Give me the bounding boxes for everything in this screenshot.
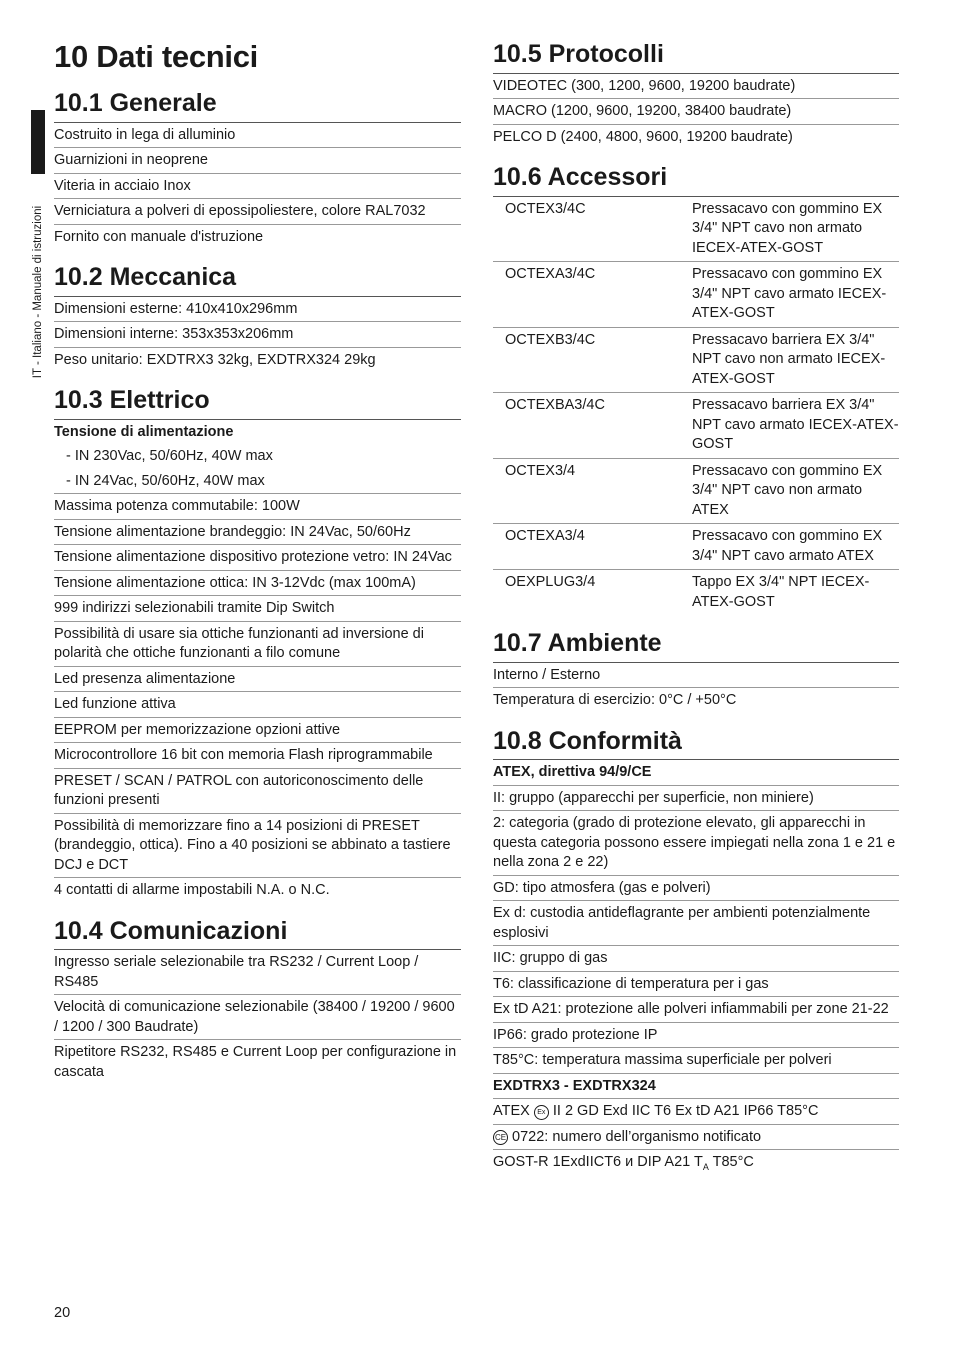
spec-row: PRESET / SCAN / PATROL con autoriconoscimento delle funzioni presenti bbox=[54, 769, 461, 814]
section-meccanica bbox=[54, 261, 461, 372]
page-number: 20 bbox=[54, 1305, 71, 1321]
table-row bbox=[493, 524, 899, 570]
section-title: 10.7 Ambiente bbox=[493, 627, 899, 663]
atex-prefix: ATEX bbox=[493, 1103, 530, 1119]
spec-row: T85°C: temperatura massima superficiale per polveri bbox=[493, 1048, 899, 1074]
spec-row: Led funzione attiva bbox=[54, 692, 461, 718]
spec-row: MACRO (1200, 9600, 19200, 38400 baudrate) bbox=[493, 99, 899, 125]
spec-bullet: - IN 24Vac, 50/60Hz, 40W max bbox=[54, 469, 461, 495]
page-title: 10 Dati tecnici bbox=[54, 39, 258, 74]
section-accessori bbox=[493, 161, 899, 615]
section-comunicazioni bbox=[54, 915, 461, 1085]
spec-row: VIDEOTEC (300, 1200, 9600, 19200 baudrate) bbox=[493, 74, 899, 100]
spec-row: EEPROM per memorizzazione opzioni attive bbox=[54, 718, 461, 744]
ex-icon: Ex bbox=[534, 1105, 549, 1120]
accessory-description: Pressacavo con gommino EX 3/4" NPT cavo non armato ATEX bbox=[692, 458, 899, 524]
spec-row: IP66: grado protezione IP bbox=[493, 1023, 899, 1049]
section-generale bbox=[54, 87, 461, 249]
accessory-code: OCTEXBA3/4C bbox=[493, 393, 692, 459]
spec-subheading: EXDTRX3 - EXDTRX324 bbox=[493, 1074, 899, 1100]
table-row bbox=[493, 327, 899, 393]
spec-row: 999 indirizzi selezionabili tramite Dip Switch bbox=[54, 596, 461, 622]
section-conformita bbox=[493, 725, 899, 1180]
accessory-code: OCTEX3/4C bbox=[493, 197, 692, 262]
gost-marking-row bbox=[493, 1150, 899, 1179]
right-column bbox=[493, 38, 899, 1191]
table-row bbox=[493, 570, 899, 616]
section-title: 10.4 Comunicazioni bbox=[54, 915, 461, 951]
section-title: 10.8 Conformità bbox=[493, 725, 899, 761]
table-row bbox=[493, 458, 899, 524]
sidebar-marker bbox=[31, 110, 45, 174]
atex-suffix: II 2 GD Exd IIC T6 Ex tD A21 IP66 T85°C bbox=[552, 1103, 819, 1119]
accessory-description: Pressacavo con gommino EX 3/4" NPT cavo armato IECEX-ATEX-GOST bbox=[692, 262, 899, 328]
table-row bbox=[493, 262, 899, 328]
section-title: 10.5 Protocolli bbox=[493, 38, 899, 74]
section-title: 10.3 Elettrico bbox=[54, 384, 461, 420]
ce-marking-row bbox=[493, 1125, 899, 1151]
accessory-description: Pressacavo con gommino EX 3/4" NPT cavo armato ATEX bbox=[692, 524, 899, 570]
spec-row: Ex tD A21: protezione alle polveri infiammabili per zone 21-22 bbox=[493, 997, 899, 1023]
accessories-table bbox=[493, 197, 899, 616]
section-protocolli bbox=[493, 38, 899, 149]
gost-subscript: A bbox=[702, 1161, 709, 1172]
accessory-code: OCTEXA3/4 bbox=[493, 524, 692, 570]
spec-row: Dimensioni esterne: 410x410x296mm bbox=[54, 297, 461, 323]
spec-row: Microcontrollore 16 bit con memoria Flash riprogrammabile bbox=[54, 743, 461, 769]
section-elettrico bbox=[54, 384, 461, 903]
spec-subheading: Tensione di alimentazione bbox=[54, 423, 234, 440]
spec-row: IIC: gruppo di gas bbox=[493, 946, 899, 972]
spec-row: Temperatura di esercizio: 0°C / +50°C bbox=[493, 692, 737, 708]
spec-row: Tensione alimentazione ottica: IN 3-12Vdc (max 100mA) bbox=[54, 571, 461, 597]
spec-row: Verniciatura a polveri di epossipoliestere, colore RAL7032 bbox=[54, 199, 461, 225]
spec-row: Tensione alimentazione dispositivo protezione vetro: IN 24Vac bbox=[54, 545, 461, 571]
section-ambiente bbox=[493, 627, 899, 713]
section-title: 10.2 Meccanica bbox=[54, 261, 461, 297]
spec-row: Led presenza alimentazione bbox=[54, 667, 461, 693]
spec-row: Ripetitore RS232, RS485 e Current Loop per configurazione in cascata bbox=[54, 1044, 457, 1080]
spec-row: Massima potenza commutabile: 100W bbox=[54, 494, 461, 520]
spec-row: T6: classificazione di temperatura per i gas bbox=[493, 972, 899, 998]
spec-row: 2: categoria (grado di protezione elevato, gli apparecchi in questa categoria possono essere impiegati nella zona 1 e 21 e nella zona 2 e 22) bbox=[493, 811, 899, 876]
table-row bbox=[493, 197, 899, 262]
spec-row: Viteria in acciaio Inox bbox=[54, 174, 461, 200]
spec-row: Guarnizioni in neoprene bbox=[54, 148, 461, 174]
spec-row: Velocità di comunicazione selezionabile (38400 / 19200 / 9600 / 1200 / 300 Baudrate) bbox=[54, 995, 461, 1040]
accessory-description: Tappo EX 3/4" NPT IECEX-ATEX-GOST bbox=[692, 574, 870, 610]
spec-bullet: - IN 230Vac, 50/60Hz, 40W max bbox=[66, 448, 273, 465]
spec-row: Ingresso seriale selezionabile tra RS232 / Current Loop / RS485 bbox=[54, 950, 461, 995]
left-column bbox=[54, 38, 461, 1096]
spec-row: Tensione alimentazione brandeggio: IN 24Vac, 50/60Hz bbox=[54, 520, 461, 546]
section-title: 10.6 Accessori bbox=[493, 161, 899, 197]
ce-icon: CE bbox=[493, 1130, 508, 1145]
accessory-description: Pressacavo barriera EX 3/4" NPT cavo non armato IECEX-ATEX-GOST bbox=[692, 327, 899, 393]
gost-prefix: GOST-R 1ExdIICT6 и DIP A21 T bbox=[493, 1154, 703, 1170]
accessory-code: OEXPLUG3/4 bbox=[505, 574, 596, 590]
spec-row: Possibilità di usare sia ottiche funzionanti ad inversione di polarità che ottiche funzionanti a filo comune bbox=[54, 622, 461, 667]
table-row bbox=[493, 393, 899, 459]
accessory-code: OCTEXA3/4C bbox=[493, 262, 692, 328]
section-title: 10.1 Generale bbox=[54, 87, 461, 123]
spec-row: Interno / Esterno bbox=[493, 663, 899, 689]
accessory-code: OCTEX3/4 bbox=[493, 458, 692, 524]
spec-row: Ex d: custodia antideflagrante per ambienti potenzialmente esplosivi bbox=[493, 901, 899, 946]
atex-marking-row bbox=[493, 1099, 899, 1125]
spec-row: Fornito con manuale d'istruzione bbox=[54, 228, 264, 245]
sidebar-label: IT - Italiano - Manuale di istruzioni bbox=[32, 205, 44, 379]
accessory-description: Pressacavo con gommino EX 3/4" NPT cavo non armato IECEX-ATEX-GOST bbox=[692, 197, 899, 262]
spec-row: Possibilità di memorizzare fino a 14 posizioni di PRESET (brandeggio, ottica). Fino a 40 posizioni se abbinato a tastiere DCJ e DCT bbox=[54, 814, 461, 879]
spec-row: 4 contatti di allarme impostabili N.A. o N.C. bbox=[54, 882, 330, 899]
accessory-description: Pressacavo barriera EX 3/4" NPT cavo armato IECEX-ATEX-GOST bbox=[692, 393, 899, 459]
spec-row: II: gruppo (apparecchi per superficie, non miniere) bbox=[493, 786, 899, 812]
spec-row: PELCO D (2400, 4800, 9600, 19200 baudrate) bbox=[493, 128, 793, 145]
spec-row: Dimensioni interne: 353x353x206mm bbox=[54, 322, 461, 348]
spec-row: Costruito in lega di alluminio bbox=[54, 123, 461, 149]
ce-text: 0722: numero dell’organismo notificato bbox=[512, 1128, 762, 1145]
spec-subheading: ATEX, direttiva 94/9/CE bbox=[493, 760, 899, 786]
spec-row: Peso unitario: EXDTRX3 32kg, EXDTRX324 29kg bbox=[54, 351, 376, 368]
accessory-code: OCTEXB3/4C bbox=[493, 327, 692, 393]
spec-row: GD: tipo atmosfera (gas e polveri) bbox=[493, 876, 899, 902]
gost-suffix: T85°C bbox=[708, 1154, 754, 1170]
